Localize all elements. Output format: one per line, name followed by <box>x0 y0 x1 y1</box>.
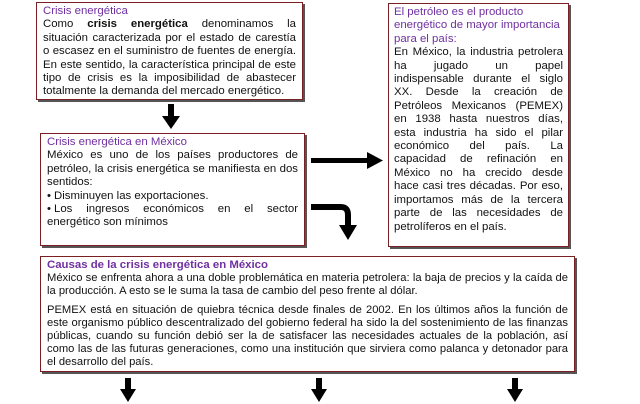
arrow-down-bottom-1 <box>120 378 136 404</box>
mexico-crisis-text: México es uno de los países productores de petróleo, la crisis energética se manifiesta en dos sentidos: <box>47 149 298 189</box>
definition-title: Crisis energética <box>43 5 128 17</box>
definition-text: Como crisis energética denominamos la situación caracterizada por el estado de carestía o escasez en el suministro de fuentes de energía. En este sentido, la característica principal de este tipo de crisis es la imposibilidad de abastecer totalmente la demanda del mercado energético. <box>43 18 296 98</box>
petroleum-text: En México, la industria petrolera ha jugado un papel indispensable durante el siglo XX. Desde la creación de Petróleos Mexicanos (PEMEX) en 1938 hasta nuestros días, esta industria ha sido el pilar económico del país. La capacidad de refinación en México no ha crecido desde hace casi tres décadas. Por eso, importamos más de la tercera parte de las necesidades de petrolíferos en el país. <box>394 46 563 233</box>
arrow-right <box>311 152 383 170</box>
list-item: • Los ingresos económicos en el sector energético son mínimos <box>47 203 298 229</box>
definition-box <box>36 2 303 100</box>
causes-paragraph-1: México se enfrenta ahora a una doble problemática en materia petrolera: la baja de precios y la caída de la producción. A esto se le suma la tasa de cambio del peso frente al dólar. <box>47 272 568 298</box>
mexico-crisis-box <box>40 133 305 246</box>
causes-title: Causas de la crisis energética en México <box>47 259 268 271</box>
definition-term: crisis energética <box>87 18 188 31</box>
mexico-crisis-list <box>47 190 298 230</box>
mexico-crisis-title: Crisis energética en México <box>47 136 187 148</box>
arrow-down-bottom-3 <box>507 378 523 404</box>
causes-box <box>40 256 575 372</box>
petroleum-title: El petróleo es el producto energético de mayor importancia para el país: <box>394 6 560 45</box>
list-item: • Disminuyen las exportaciones. <box>47 189 209 202</box>
arrow-down-1 <box>162 104 180 130</box>
arrow-bent <box>311 203 359 241</box>
arrow-down-bottom-2 <box>311 378 327 404</box>
petroleum-box <box>388 3 569 247</box>
causes-paragraph-2: PEMEX está en situación de quiebra técnica desde finales de 2002. En los últimos años la función de este organismo público descentralizado del gobierno federal ha sido la del sostenimiento de las finanzas públicas, cuando su función debió ser la de satisfacer las necesidades actuales de la población, así como las de las futuras generaciones, como una institución que sirviera como palanca y detonador para el desarrollo del país. <box>47 304 568 369</box>
